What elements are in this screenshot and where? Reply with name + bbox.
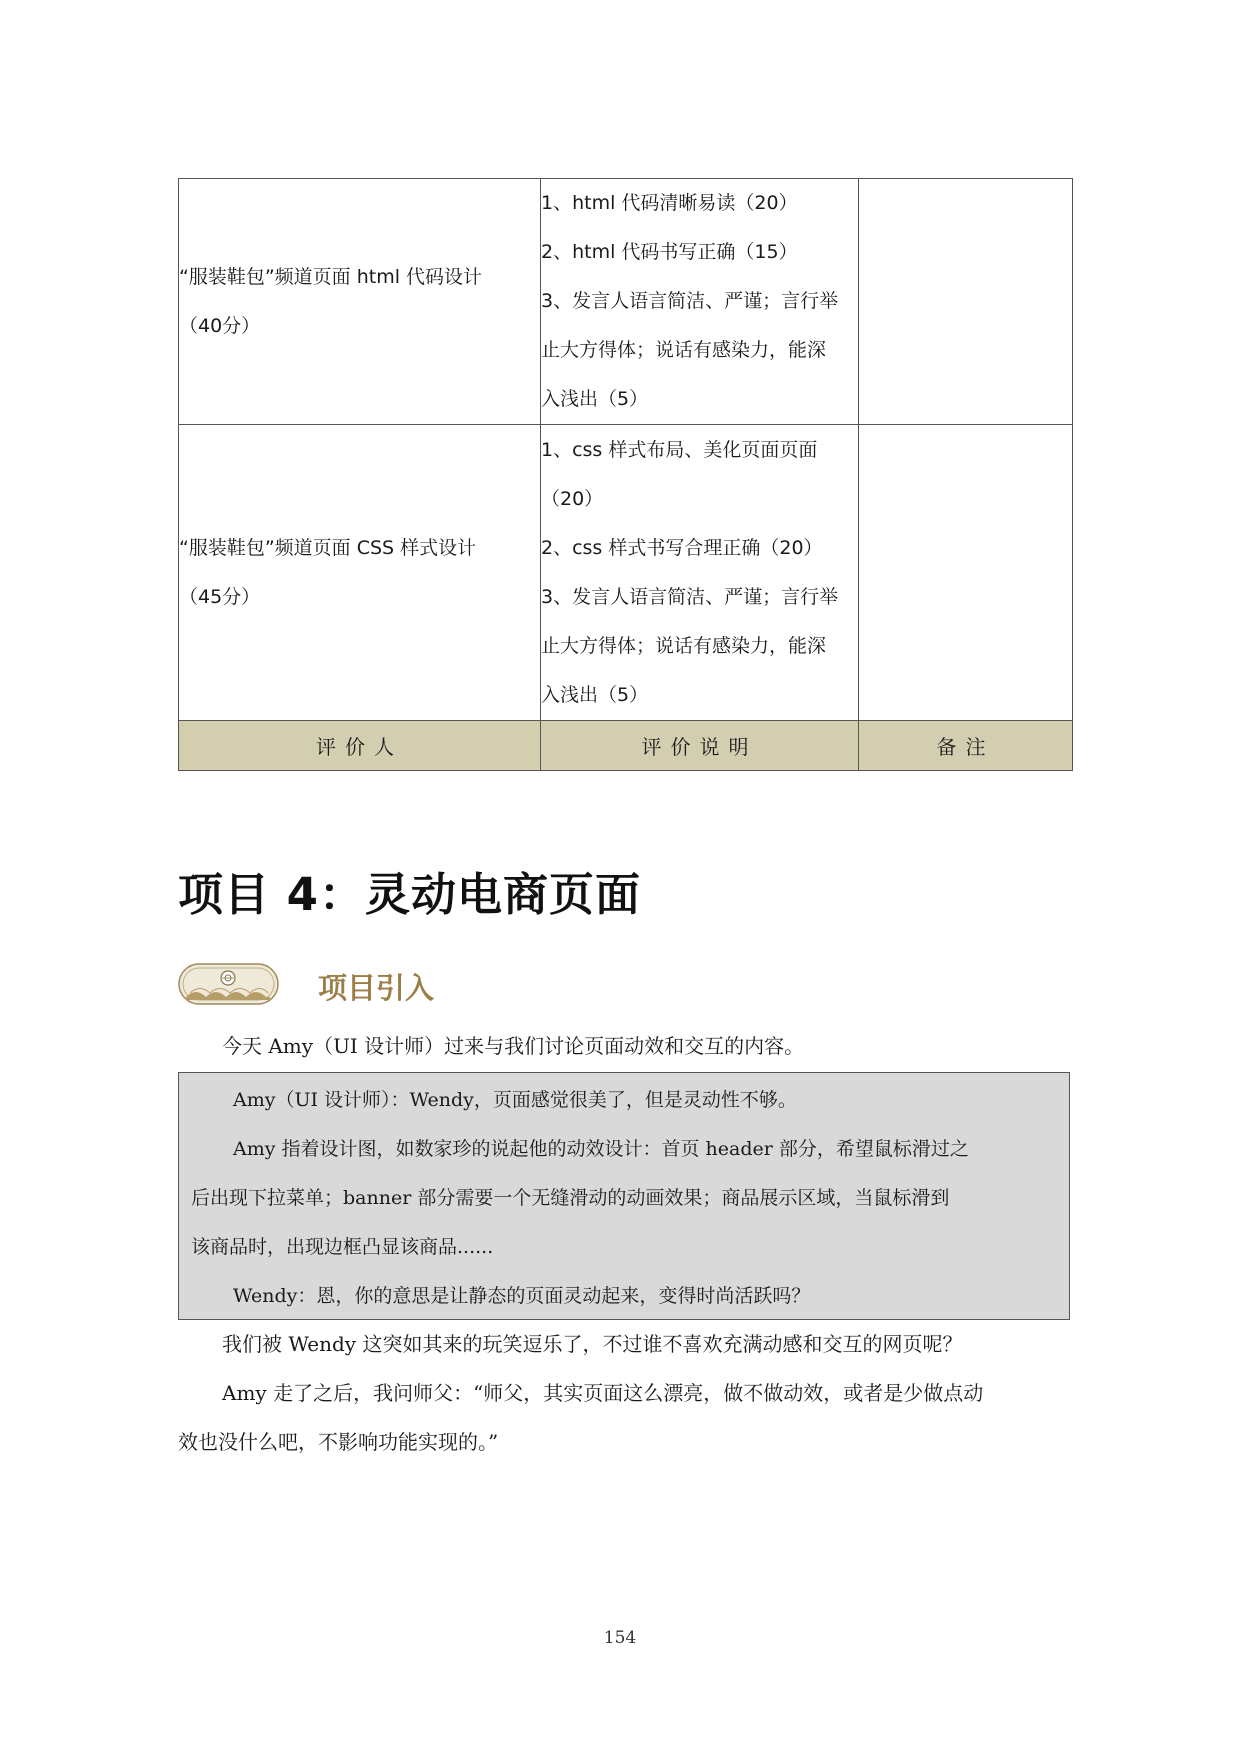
- criterion-text: “服装鞋包”频道页面 CSS 样式设计: [179, 536, 477, 559]
- scoring-line: 2、css 样式书写合理正确（20）: [541, 536, 823, 559]
- decorative-wave-badge-icon: [178, 963, 279, 1005]
- scoring-line: 3、发言人语言简洁、严谨；言行举: [541, 585, 839, 608]
- dialog-line: 该商品时，出现边框凸显该商品......: [191, 1236, 494, 1258]
- scoring-line: 止大方得体；说话有感染力，能深: [541, 634, 827, 657]
- table-row: [179, 425, 1073, 721]
- dialog-line: Wendy：恩，你的意思是让静态的页面灵动起来，变得时尚活跃吗？: [233, 1285, 811, 1307]
- criterion-score: （40分）: [179, 314, 261, 337]
- body-paragraph: 我们被 Wendy 这突如其来的玩笑逗乐了，不过谁不喜欢充满动感和交互的网页呢？: [222, 1332, 963, 1356]
- criterion-text: “服装鞋包”频道页面 html 代码设计: [179, 265, 483, 288]
- footer-description: 评价说明: [541, 721, 859, 771]
- table-footer-row: [179, 721, 1073, 771]
- table-row: [179, 179, 1073, 425]
- evaluation-table: [178, 178, 1073, 771]
- scoring-line: 止大方得体；说话有感染力，能深: [541, 339, 827, 361]
- remarks-cell: [859, 179, 1073, 425]
- criterion-score: （45分）: [179, 585, 261, 608]
- dialog-line: Amy 指着设计图，如数家珍的说起他的动效设计：首页 header 部分，希望鼠标滑过之: [233, 1138, 969, 1160]
- scoring-line: 1、html 代码清晰易读（20）: [541, 192, 798, 214]
- intro-paragraph: 今天 Amy（UI 设计师）过来与我们讨论页面动效和交互的内容。: [222, 1034, 805, 1058]
- scoring-line: （20）: [541, 487, 604, 510]
- scoring-line: 入浅出（5）: [541, 683, 649, 706]
- footer-evaluator: 评价人: [179, 721, 541, 771]
- criterion-cell: [179, 425, 541, 721]
- project-title: 项目 4：灵动电商页面: [178, 868, 641, 921]
- scoring-cell: [541, 425, 859, 721]
- scoring-line: 入浅出（5）: [541, 388, 649, 410]
- scoring-line: 1、css 样式布局、美化页面页面: [541, 438, 818, 461]
- scoring-line: 2、html 代码书写正确（15）: [541, 241, 798, 263]
- body-paragraph: Amy 走了之后，我问师父：“师父，其实页面这么漂亮，做不做动效，或者是少做点动: [222, 1381, 984, 1405]
- scoring-line: 3、发言人语言简洁、严谨；言行举: [541, 290, 839, 312]
- body-paragraph: 效也没什么吧，不影响功能实现的。”: [178, 1430, 499, 1454]
- scoring-cell: [541, 179, 859, 425]
- remarks-cell: [859, 425, 1073, 721]
- page-number: 154: [603, 1628, 637, 1648]
- dialog-line: 后出现下拉菜单；banner 部分需要一个无缝滑动的动画效果；商品展示区域，当鼠标滑到: [191, 1187, 950, 1209]
- dialog-line: Amy（UI 设计师）：Wendy，页面感觉很美了，但是灵动性不够。: [233, 1089, 797, 1111]
- section-title: 项目引入: [318, 971, 435, 1005]
- criterion-cell: [179, 179, 541, 425]
- footer-remarks: 备注: [859, 721, 1073, 771]
- dialog-box: [178, 1072, 1070, 1320]
